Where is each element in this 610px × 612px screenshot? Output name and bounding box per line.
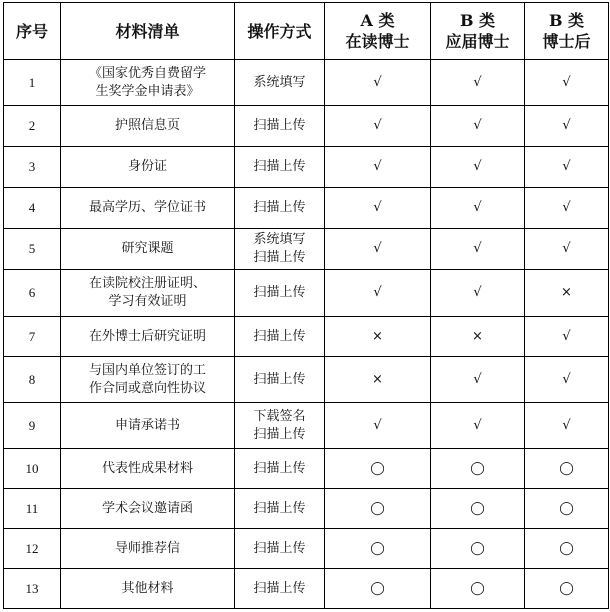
mark-category-b-postdoc: √: [525, 229, 609, 270]
operation-method-line: 系统填写: [253, 74, 306, 90]
row-number: 6: [4, 270, 61, 317]
header-category-b-graduate-line1: B 类: [459, 11, 496, 30]
table-row: [4, 106, 609, 147]
material-name-line: 生奖学金申请表》: [95, 83, 200, 99]
operation-method: [235, 229, 325, 270]
mark-category-b-graduate: ◯: [431, 489, 525, 529]
mark-category-b-postdoc: √: [525, 106, 609, 147]
material-name-line: 护照信息页: [114, 118, 180, 133]
header-no: 序号: [4, 3, 61, 60]
operation-method: [235, 270, 325, 317]
header-category-a: [325, 3, 431, 60]
header-material: 材料清单: [61, 3, 235, 60]
operation-method-line: 扫描上传: [253, 426, 306, 442]
mark-category-b-postdoc: √: [525, 317, 609, 357]
mark-category-b-graduate: √: [431, 147, 525, 188]
operation-method: [235, 357, 325, 403]
material-name-line: 代表性成果材料: [101, 460, 193, 476]
row-number: 3: [4, 147, 61, 188]
mark-category-b-postdoc: ◯: [525, 569, 609, 609]
material-name-line: 研究课题: [121, 241, 174, 256]
table-row: [4, 188, 609, 229]
mark-category-a: ◯: [325, 569, 431, 609]
mark-category-a: √: [325, 403, 431, 449]
material-name-line: 作合同或意向性协议: [88, 380, 206, 396]
mark-category-b-postdoc: √: [525, 403, 609, 449]
mark-category-a: √: [325, 229, 431, 270]
material-name: [61, 529, 235, 569]
mark-category-b-postdoc: √: [525, 60, 609, 106]
material-name-line: 申请承诺书: [114, 417, 180, 433]
materials-table: [3, 2, 609, 609]
operation-method: [235, 403, 325, 449]
material-name: [61, 569, 235, 609]
operation-method: [235, 317, 325, 357]
row-number: 11: [4, 489, 61, 529]
mark-category-b-postdoc: √: [525, 188, 609, 229]
row-number: 8: [4, 357, 61, 403]
table-row: [4, 229, 609, 270]
material-name: [61, 147, 235, 188]
mark-category-b-postdoc: ◯: [525, 489, 609, 529]
material-name: [61, 403, 235, 449]
mark-category-b-graduate: √: [431, 270, 525, 317]
mark-category-b-graduate: ◯: [431, 449, 525, 489]
operation-method: [235, 569, 325, 609]
header-category-b-postdoc-line1: B 类: [548, 11, 585, 30]
header-category-b-graduate-line2: 应届博士: [445, 32, 510, 51]
material-name-line: 《国家优秀自费留学: [88, 65, 206, 81]
header-category-b-postdoc: [525, 3, 609, 60]
operation-method-line: 扫描上传: [253, 500, 306, 516]
operation-method-line: 扫描上传: [253, 200, 306, 215]
material-name: [61, 229, 235, 270]
row-number: 4: [4, 188, 61, 229]
mark-category-b-graduate: √: [431, 403, 525, 449]
mark-category-b-postdoc: √: [525, 357, 609, 403]
mark-category-a: √: [325, 270, 431, 317]
mark-category-b-graduate: √: [431, 357, 525, 403]
header-category-a-line2: 在读博士: [345, 32, 410, 51]
operation-method-line: 扫描上传: [253, 540, 306, 556]
material-name: [61, 317, 235, 357]
material-name-line: 导师推荐信: [114, 540, 180, 556]
material-name-line: 最高学历、学位证书: [88, 200, 206, 215]
operation-method-line: 扫描上传: [253, 159, 306, 174]
operation-method-line: 扫描上传: [253, 580, 306, 596]
mark-category-b-graduate: √: [431, 106, 525, 147]
material-name-line: 身份证: [127, 159, 167, 174]
operation-method-line: 扫描上传: [253, 285, 306, 300]
operation-method: [235, 489, 325, 529]
header-category-a-line1: A 类: [360, 11, 395, 30]
row-number: 12: [4, 529, 61, 569]
table-row: [4, 147, 609, 188]
row-number: 9: [4, 403, 61, 449]
row-number: 10: [4, 449, 61, 489]
operation-method-line: 下载签名: [253, 408, 306, 424]
header-row: [4, 3, 609, 60]
mark-category-b-graduate: √: [431, 188, 525, 229]
table-row: [4, 529, 609, 569]
table-row: [4, 357, 609, 403]
table-row: [4, 569, 609, 609]
material-name-line: 学术会议邀请函: [101, 500, 193, 516]
operation-method: [235, 449, 325, 489]
table-row: [4, 317, 609, 357]
mark-category-b-graduate: ◯: [431, 569, 525, 609]
material-name-line: 学习有效证明: [108, 294, 187, 309]
mark-category-a: ◯: [325, 529, 431, 569]
material-name-line: 在读院校注册证明、: [88, 276, 206, 291]
operation-method: [235, 147, 325, 188]
table-body: [4, 60, 609, 609]
material-name-line: 其他材料: [121, 580, 174, 596]
operation-method-line: 扫描上传: [253, 250, 306, 265]
mark-category-b-postdoc: ◯: [525, 529, 609, 569]
table-row: [4, 60, 609, 106]
mark-category-b-postdoc: ×: [525, 270, 609, 317]
operation-method: [235, 106, 325, 147]
mark-category-a: ◯: [325, 489, 431, 529]
table-row: [4, 489, 609, 529]
header-category-b-postdoc-line2: 博士后: [542, 32, 591, 51]
header-method: 操作方式: [235, 3, 325, 60]
mark-category-a: √: [325, 106, 431, 147]
operation-method-line: 扫描上传: [253, 460, 306, 476]
row-number: 1: [4, 60, 61, 106]
material-name: [61, 188, 235, 229]
mark-category-a: √: [325, 60, 431, 106]
operation-method: [235, 188, 325, 229]
operation-method-line: 系统填写: [253, 232, 306, 247]
table-row: [4, 449, 609, 489]
mark-category-a: √: [325, 188, 431, 229]
operation-method-line: 扫描上传: [253, 328, 306, 344]
material-name: [61, 489, 235, 529]
operation-method-line: 扫描上传: [253, 371, 306, 387]
operation-method: [235, 60, 325, 106]
mark-category-a: ×: [325, 317, 431, 357]
row-number: 7: [4, 317, 61, 357]
row-number: 5: [4, 229, 61, 270]
mark-category-a: ×: [325, 357, 431, 403]
mark-category-b-graduate: √: [431, 60, 525, 106]
operation-method-line: 扫描上传: [253, 118, 306, 133]
mark-category-a: √: [325, 147, 431, 188]
header-category-b-graduate: [431, 3, 525, 60]
material-name: [61, 270, 235, 317]
material-name: [61, 449, 235, 489]
material-name: [61, 60, 235, 106]
table-row: [4, 270, 609, 317]
row-number: 13: [4, 569, 61, 609]
material-name: [61, 357, 235, 403]
table-row: [4, 403, 609, 449]
mark-category-a: ◯: [325, 449, 431, 489]
row-number: 2: [4, 106, 61, 147]
operation-method: [235, 529, 325, 569]
mark-category-b-postdoc: ◯: [525, 449, 609, 489]
mark-category-b-graduate: √: [431, 229, 525, 270]
mark-category-b-graduate: ×: [431, 317, 525, 357]
mark-category-b-postdoc: √: [525, 147, 609, 188]
material-name-line: 与国内单位签订的工: [88, 362, 206, 378]
mark-category-b-graduate: ◯: [431, 529, 525, 569]
material-name-line: 在外博士后研究证明: [88, 328, 206, 344]
material-name: [61, 106, 235, 147]
